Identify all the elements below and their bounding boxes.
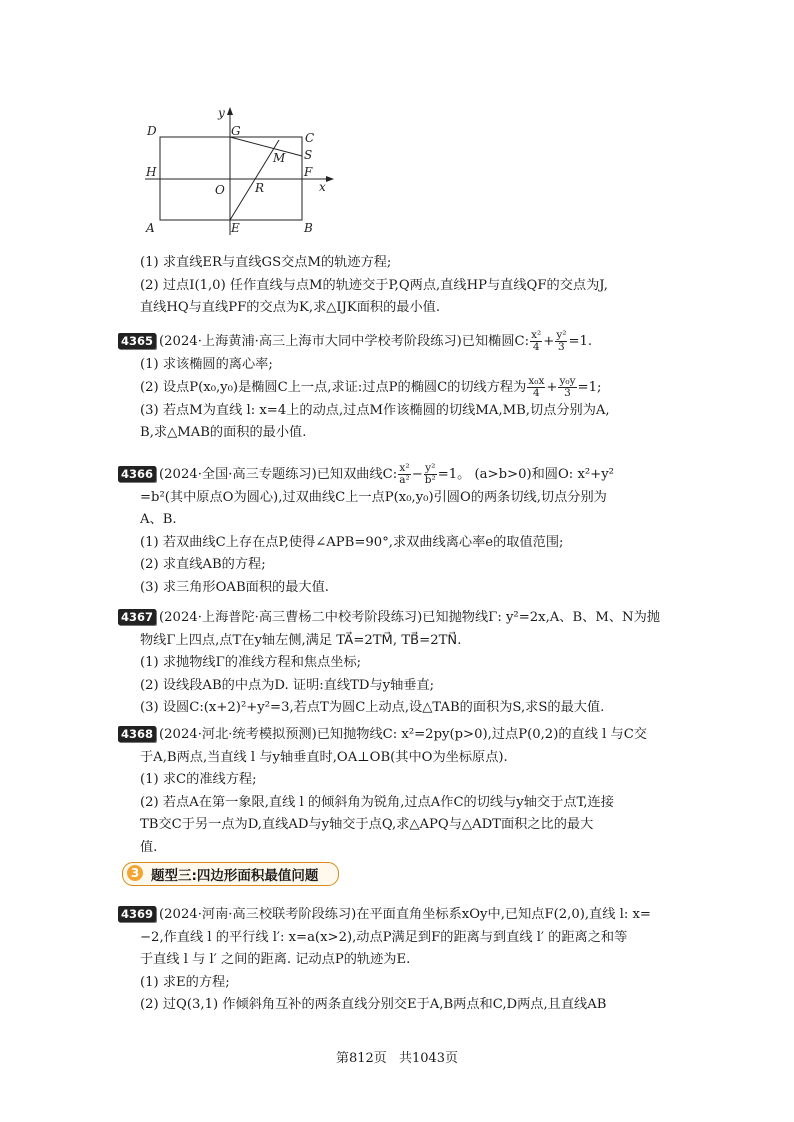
y-arrow-icon [227, 107, 233, 115]
question-2-line-2: 直线HQ与直线PF的交点为K,求△IJK面积的最小值. [140, 300, 441, 315]
equation-tail: =1. [568, 334, 593, 349]
question-3: (3) 求三角形OAB面积的最大值. [140, 579, 329, 595]
problem-4366 [121, 462, 660, 599]
fraction-den: 4 [532, 341, 540, 353]
problem-4369-line-2: −2,作直线 l 的平行线 l′: x=a(x>2),动点P满足到F的距离与到直线 l′ 的距离之和等 [140, 929, 628, 945]
intro-text: (2024·全国·高三专题练习)已知双曲线C: [159, 467, 398, 482]
fraction [530, 330, 542, 353]
label-a: A [146, 221, 155, 235]
coordinate-figure [140, 105, 340, 245]
label-g: G [231, 124, 241, 138]
fraction-den: b² [424, 474, 436, 486]
question-2-line-3: 值. [140, 839, 158, 855]
fraction-num: y₀y [559, 375, 576, 387]
section-index-badge: 3 [127, 865, 143, 881]
question-2-line-2: TB交C于另一点为D,直线AD与y轴交于点Q,求△APQ与△ADT面积之比的最大 [140, 817, 594, 832]
question-2-line-1: (2) 若点A在第一象限,直线 l 的倾斜角为锐角,过点A作C的切线与y轴交于点T,连接 [140, 794, 614, 810]
label-y: y [218, 106, 225, 120]
question-3: (3) 设圆C:(x+2)²+y²=3,若点T为圆C上动点,设△TAB的面积为S,求S的最大值. [140, 700, 605, 715]
equation-tail: =1。 (a>b>0)和圆O: x²+y² [437, 467, 614, 482]
page-number: 第812页 [335, 1051, 387, 1066]
label-h: H [146, 165, 157, 179]
problem-4369-line-3: 于直线 l 与 l′ 之间的距离. 记动点P的轨迹为E. [140, 952, 411, 967]
page-footer [0, 1047, 794, 1066]
problem-4369-line-1 [121, 904, 660, 927]
label-m: M [273, 151, 286, 165]
problem-4366-line-3: A、B. [140, 512, 177, 527]
label-o: O [215, 183, 225, 197]
fraction [424, 463, 437, 486]
intro-text: (2024·上海黄浦·高三上海市大同中学校考阶段练习)已知椭圆C: [159, 334, 530, 349]
intro-text: (2024·河北·统考模拟预测)已知抛物线C: x²=2py(p>0),过点P(0,2)的直线 l 与C交 [159, 727, 647, 742]
section-header [122, 862, 339, 886]
label-x: x [319, 180, 326, 194]
intro-text: (2024·上海普陀·高三曹杨二中校考阶段练习)已知抛物线Γ: y²=2x,A、B、M、N为抛 [159, 610, 660, 625]
problem-prev [140, 252, 660, 320]
problem-number-badge: 4366 [118, 466, 156, 482]
intro-text: (2024·河南·高三校联考阶段练习)在平面直角坐标系xOy中,已知点F(2,0),直线 l: x= [159, 907, 651, 922]
fraction [558, 376, 576, 399]
section-title: 题型三:四边形面积最值问题 [151, 868, 319, 884]
fraction-den: 3 [558, 341, 565, 353]
fraction-num: x₀x [528, 375, 545, 387]
fraction [398, 463, 410, 486]
problem-4366-line-1: 4366 (2024·全国·高三专题练习)已知双曲线C: $\frac{\text{x²}}{\text{a²}}$ − $\frac{\text{y²}}{\text{b²}}$ =1。 (a>b>0)和圆O: x²+y² [140, 463, 660, 487]
question-1: (1) 求该椭圆的离心率; [140, 356, 273, 372]
x-arrow-icon [326, 176, 334, 182]
problem-number-badge: 4368 [118, 726, 156, 742]
problem-4367-line-2: 物线Γ上四点,点T在y轴左侧,满足 TA⃗=2TM⃗, TB⃗=2TN⃗. [140, 632, 462, 648]
problem-4367-line-1 [121, 607, 660, 630]
line-gs [230, 137, 302, 156]
problem-number-badge: 4367 [118, 609, 156, 625]
question-1: (1) 求E的方程; [140, 974, 230, 990]
label-e: E [231, 221, 240, 235]
problem-4365-line-1: 4365 (2024·上海黄浦·高三上海市大同中学校考阶段练习)已知椭圆C: $\frac{\text{x²}}{4}$ + $\frac{\text{y²}}{3}$ =1. [140, 330, 660, 354]
question-3-line-2: B,求△MAB的面积的最小值. [140, 425, 307, 440]
label-d: D [147, 124, 157, 138]
fraction-num: y² [556, 329, 567, 341]
problem-4369 [121, 904, 660, 1017]
problem-number-badge: 4369 [118, 906, 156, 922]
question-3-line-1: (3) 若点M为直线 l: x=4上的动点,过点M作该椭圆的切线MA,MB,切点分别为A, [140, 402, 610, 418]
fraction-den: 4 [533, 387, 540, 399]
problem-4365 [121, 329, 660, 445]
line-er [230, 140, 279, 220]
question-2: (2) 设点P(x₀,y₀)是椭圆C上一点,求证:过点P的椭圆C的切线方程为 $\frac{\text{x₀x}}{4}$ + $\frac{\text{y₀y}}{3}$ =1; [140, 375, 602, 399]
fraction-num: y² [425, 462, 436, 474]
problem-4368-line-2: 于A,B两点,当直线 l 与y轴垂直时,OA⊥OB(其中O为坐标原点). [140, 749, 508, 765]
fraction-den: a² [399, 474, 410, 486]
question-2: (2) 设线段AB的中点为D. 证明:直线TD与y轴垂直; [140, 677, 435, 693]
label-b: B [304, 221, 313, 235]
question-2-text: (2) 设点P(x₀,y₀)是椭圆C上一点,求证:过点P的椭圆C的切线方程为 [140, 380, 527, 395]
page-total: 共1043页 [398, 1051, 459, 1066]
fraction-den: 3 [564, 387, 571, 399]
label-f: F [304, 165, 313, 179]
fraction [527, 376, 545, 399]
question-1: (1) 求C的准线方程; [140, 772, 257, 787]
problem-4368 [121, 724, 660, 859]
fraction-num: x² [531, 329, 542, 341]
question-2: (2) 求直线AB的方程; [140, 557, 266, 572]
problem-4366-line-2: =b²(其中原点O为圆心),过双曲线C上一点P(x₀,y₀)引圆O的两条切线,切点分别为 [140, 489, 607, 505]
label-s: S [304, 148, 313, 162]
fraction [555, 330, 567, 353]
question-1: (1) 求抛物线Γ的准线方程和焦点坐标; [140, 655, 362, 670]
fraction-num: x² [399, 462, 410, 474]
problem-4368-line-1 [121, 724, 660, 747]
question-2-line-1: (2) 过点I(1,0) 任作直线与点M的轨迹交于P,Q两点,直线HP与直线QF的交点为J, [140, 277, 608, 293]
label-r: R [255, 181, 265, 195]
question-2: (2) 过Q(3,1) 作倾斜角互补的两条直线分别交E于A,B两点和C,D两点,且直线AB [140, 997, 607, 1012]
question-2-tail: =1; [577, 380, 602, 395]
question-1: (1) 若双曲线C上存在点P,使得∠APB=90°,求双曲线离心率e的取值范围; [140, 534, 564, 550]
label-c: C [305, 131, 315, 145]
question-1: (1) 求直线ER与直线GS交点M的轨迹方程; [140, 255, 392, 270]
problem-4367 [121, 607, 660, 720]
problem-number-badge: 4365 [118, 333, 156, 349]
